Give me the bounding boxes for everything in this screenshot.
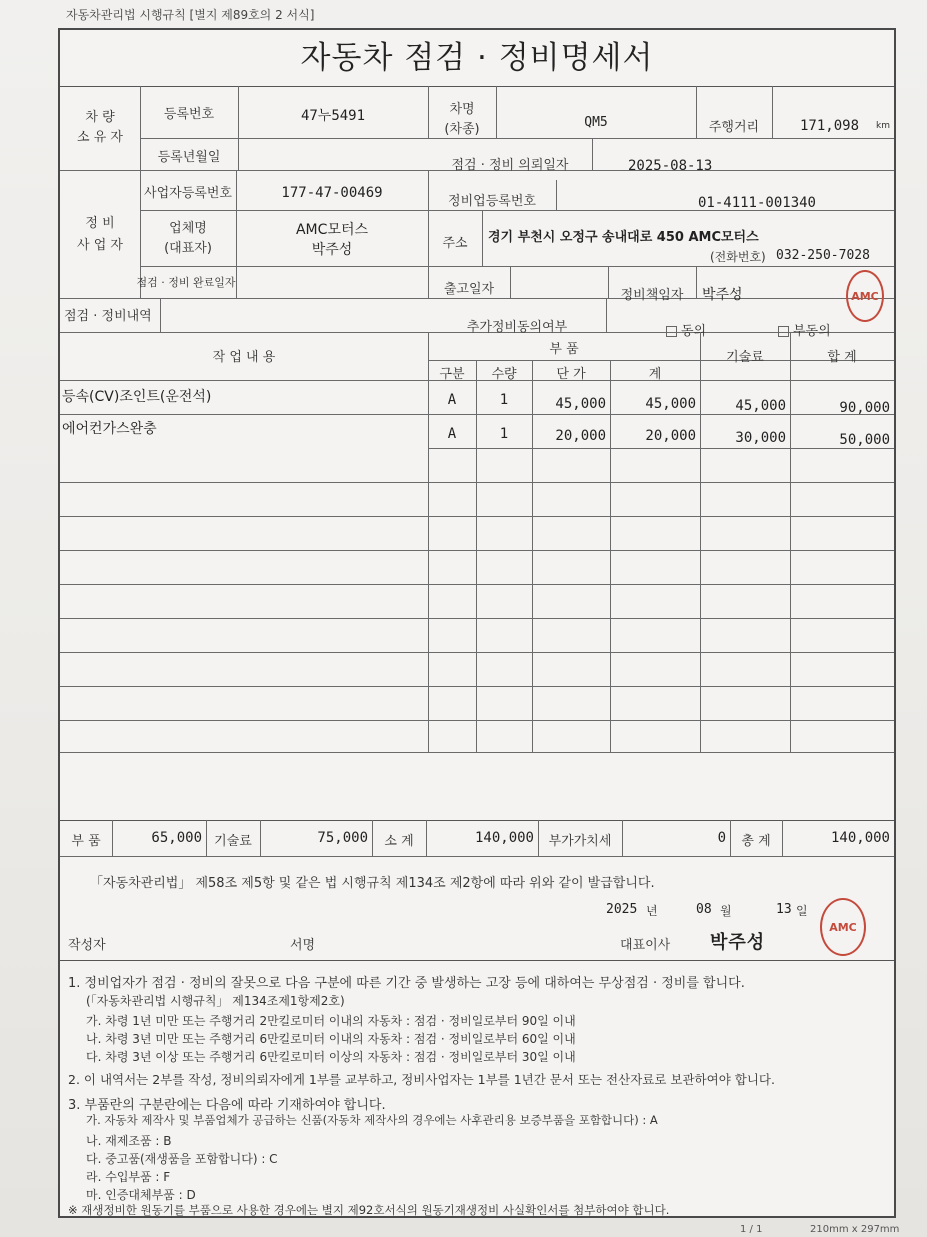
company-seal-icon: AMC xyxy=(846,270,884,322)
row-unit-price: 20,000 xyxy=(555,428,606,444)
owner-section-label-1: 차 량 xyxy=(85,110,115,125)
note-remark: ※ 재생정비한 원동기를 부품으로 사용한 경우에는 별지 제92호서식의 원동기재생정비 사실확인서를 첨부하여야 합니다. xyxy=(68,1203,670,1217)
work-details-label: 점검 · 정비내역 xyxy=(64,309,152,324)
parts-header: 부 품 xyxy=(549,342,579,357)
row-unit-price: 45,000 xyxy=(555,396,606,412)
note-1-b: 나. 차령 3년 미만 또는 주행거리 6만킬로미터 이내의 자동차 : 점검 · 정비일로부터 60일 이내 xyxy=(86,1032,576,1046)
note-2: 2. 이 내역서는 2부를 작성, 정비의뢰자에게 1부를 교부하고, 정비사업자는 1부를 1년간 문서 또는 전산자료로 보관하여야 합니다. xyxy=(68,1072,775,1087)
extra-consent-label: 추가정비동의여부 xyxy=(466,320,568,335)
note-3-d: 마. 인증대체부품 : D xyxy=(86,1188,196,1202)
address-value: 경기 부천시 오정구 송내대로 450 AMC모터스 xyxy=(488,230,759,245)
reg-no-label: 등록번호 xyxy=(163,107,215,122)
document-title: 자동차 점검 · 정비명세서 xyxy=(60,30,894,87)
repair-reg-value: 01-4111-001340 xyxy=(697,195,816,211)
request-date-value: 2025-08-13 xyxy=(628,158,713,174)
car-name-label-2: (차종) xyxy=(444,122,480,137)
row-tech: 30,000 xyxy=(735,430,786,446)
request-date-label: 점검 · 정비 의뢰일자 xyxy=(451,158,569,173)
business-section-label-2: 사 업 자 xyxy=(77,238,123,253)
complete-date-label: 점검 · 정비 완료일자 xyxy=(136,276,236,289)
reg-date-label: 등록년월일 xyxy=(157,150,221,165)
mileage-value: 171,098 xyxy=(800,118,860,134)
representative: 박주성 xyxy=(311,242,353,258)
car-name-value: QM5 xyxy=(584,115,608,130)
note-3-b: 나. 재제조품 : B xyxy=(86,1134,172,1148)
note-1-c: 다. 차령 3년 이상 또는 주행거리 6만킬로미터 이상의 자동차 : 점검 · 정비일로부터 30일 이내 xyxy=(86,1050,576,1064)
summary-parts-label: 부 품 xyxy=(71,834,101,849)
summary-total-label: 총 계 xyxy=(741,834,771,849)
summary-vat-value: 0 xyxy=(717,830,726,846)
business-section-label-1: 정 비 xyxy=(85,216,115,231)
work-header: 작 업 내 용 xyxy=(212,350,276,365)
sub-qty-header: 수량 xyxy=(491,367,517,382)
row-qty: 1 xyxy=(499,426,509,442)
page-mark: 1 / 1 xyxy=(740,1224,763,1235)
date-year-label: 년 xyxy=(646,904,658,918)
mileage-unit: km xyxy=(876,121,890,131)
writer-label: 작성자 xyxy=(68,938,106,953)
company-name: AMC모터스 xyxy=(295,222,368,238)
owner-section-label-2: 소 유 자 xyxy=(77,130,123,145)
consent-no-text: 부동의 xyxy=(793,324,831,339)
tech-header: 기술료 xyxy=(726,350,764,365)
note-1: 1. 정비업자가 점검 · 정비의 잘못으로 다음 구분에 따른 기간 중 발생하는 고장 등에 대하여는 무상점검 · 정비를 합니다. xyxy=(68,976,745,991)
consent-yes-checkbox[interactable] xyxy=(666,326,677,337)
ceo-seal-icon: AMC xyxy=(820,898,866,956)
statement-form xyxy=(58,28,896,1218)
address-label: 주소 xyxy=(442,236,468,251)
manager-label: 정비책임자 xyxy=(620,288,684,303)
row-work: 에어컨가스완충 xyxy=(62,421,157,437)
biz-no-value: 177-47-00469 xyxy=(281,185,383,201)
date-day-label: 일 xyxy=(796,904,808,918)
car-name-label-1: 차명 xyxy=(449,102,475,117)
reg-no-value: 47누5491 xyxy=(300,108,366,124)
note-3-f: 라. 수입부품 : F xyxy=(86,1170,171,1184)
note-1-ref: (「자동차관리법 시행규칙」 제134조제1항제2호) xyxy=(86,994,345,1008)
sign-label: 서명 xyxy=(290,938,316,953)
repair-reg-label: 정비업등록번호 xyxy=(448,194,536,209)
legal-text: 「자동차관리법」 제58조 제5항 및 같은 법 시행규칙 제134조 제2항에 따라 위와 같이 발급합니다. xyxy=(90,876,655,891)
note-3-a: 가. 자동차 제작사 및 부품업체가 공급하는 신품(자동차 제작사의 경우에는 사후관리용 보증부품을 포함합니다) : A xyxy=(86,1113,658,1127)
note-1-a: 가. 차령 1년 미만 또는 주행거리 2만킬로미터 이내의 자동차 : 점검 · 정비일로부터 90일 이내 xyxy=(86,1014,576,1028)
row-type: A xyxy=(447,392,457,408)
phone-label: (전화번호) xyxy=(710,250,766,264)
note-3-c: 다. 중고품(재생품을 포함합니다) : C xyxy=(86,1152,278,1166)
sub-unit-header: 단 가 xyxy=(556,367,586,382)
row-type: A xyxy=(447,426,457,442)
form-caption: 자동차관리법 시행규칙 [별지 제89호의 2 서식] xyxy=(66,8,315,22)
ceo-name: 박주성 xyxy=(710,932,766,953)
summary-vat-label: 부가가치세 xyxy=(548,834,612,849)
release-date-label: 출고일자 xyxy=(443,282,495,297)
row-tech: 45,000 xyxy=(735,398,786,414)
row-sum: 20,000 xyxy=(645,428,696,444)
summary-total-value: 140,000 xyxy=(830,830,890,846)
consent-no-option[interactable] xyxy=(778,320,831,339)
row-work: 등속(CV)조인트(운전석) xyxy=(62,389,212,405)
summary-parts-value: 65,000 xyxy=(151,830,202,846)
row-qty: 1 xyxy=(499,392,509,408)
mileage-label: 주행거리 xyxy=(708,120,760,135)
company-label-2: (대표자) xyxy=(164,241,212,256)
date-year: 2025 xyxy=(606,902,638,917)
summary-subtotal-value: 140,000 xyxy=(474,830,534,846)
total-header: 합 계 xyxy=(827,350,857,365)
company-label-1: 업체명 xyxy=(169,221,207,236)
date-day: 13 xyxy=(776,902,792,917)
sub-sum-header: 계 xyxy=(648,367,662,382)
row-total: 90,000 xyxy=(839,400,890,416)
biz-no-label: 사업자등록번호 xyxy=(144,186,232,201)
ceo-label: 대표이사 xyxy=(620,938,671,953)
manager-value: 박주성 xyxy=(702,287,743,303)
summary-tech-label: 기술료 xyxy=(214,834,252,849)
consent-no-checkbox[interactable] xyxy=(778,326,789,337)
date-month-label: 월 xyxy=(720,904,732,918)
note-3: 3. 부품란의 구분란에는 다음에 따라 기재하여야 합니다. xyxy=(68,1098,386,1113)
row-total: 50,000 xyxy=(839,432,890,448)
sub-type-header: 구분 xyxy=(439,367,465,382)
consent-yes-text: 동의 xyxy=(681,324,707,339)
paper-size: 210mm x 297mm xyxy=(810,1224,900,1235)
summary-subtotal-label: 소 계 xyxy=(384,834,414,849)
date-month: 08 xyxy=(696,902,712,917)
row-sum: 45,000 xyxy=(645,396,696,412)
phone-value: 032-250-7028 xyxy=(776,248,870,263)
summary-tech-value: 75,000 xyxy=(317,830,368,846)
